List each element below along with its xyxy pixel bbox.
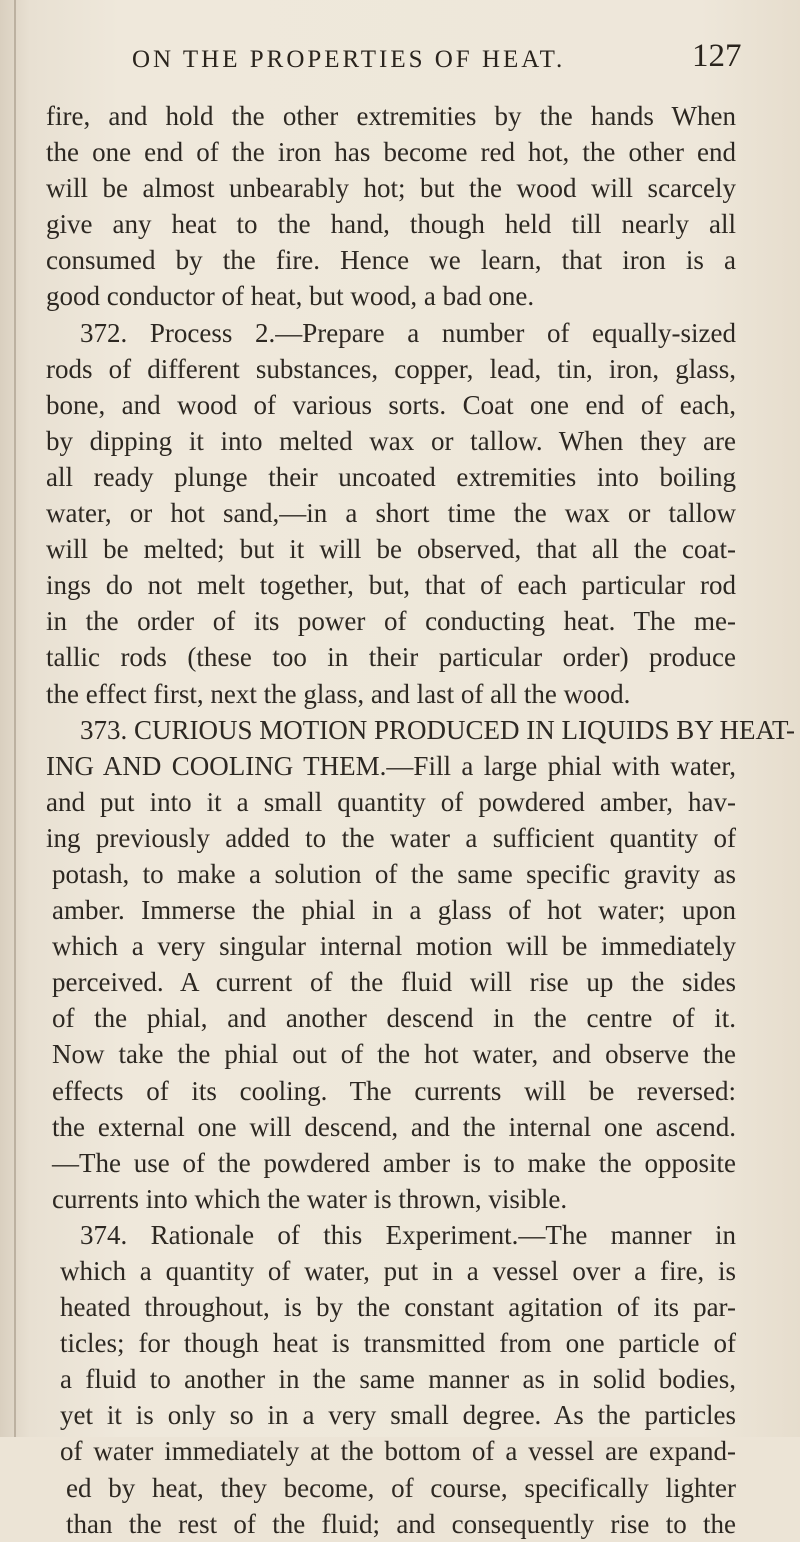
text-line: and put into it a small quantity of powdered amber, hav- bbox=[46, 786, 736, 817]
page-number: 127 bbox=[692, 38, 742, 74]
text-line: good conductor of heat, but wood, a bad one. bbox=[46, 281, 535, 312]
text-line: will be melted; but it will be observed, that all the coat- bbox=[46, 534, 736, 565]
text-line: —The use of the powdered amber is to make the opposite bbox=[52, 1147, 736, 1178]
text-line: water, or hot sand,—in a short time the wax or tallow bbox=[46, 498, 736, 529]
text-line: of the phial, and another descend in the centre of it. bbox=[52, 1003, 736, 1034]
text-line: give any heat to the hand, though held till nearly all bbox=[46, 209, 736, 240]
text-line: heated throughout, is by the constant agitation of its par- bbox=[60, 1292, 736, 1323]
text-line: in the order of its power of conducting heat. The me- bbox=[46, 606, 736, 637]
text-line: which a very singular internal motion will be immediately bbox=[52, 931, 736, 962]
text-line: effects of its cooling. The currents will be reversed: bbox=[52, 1075, 736, 1106]
text-line: all ready plunge their uncoated extremities into boiling bbox=[46, 461, 736, 492]
text-line: potash, to make a solution of the same specific gravity as bbox=[52, 858, 736, 889]
text-line: the external one will descend, and the internal one ascend. bbox=[52, 1111, 736, 1142]
text-line: the effect first, next the glass, and last of all the wood. bbox=[46, 678, 631, 709]
text-line: by dipping it into melted wax or tallow. When they are bbox=[46, 425, 736, 456]
text-line: a fluid to another in the same manner as in solid bodies, bbox=[60, 1364, 736, 1395]
text-line: ing previously added to the water a sufficient quantity of bbox=[46, 822, 736, 853]
text-line: ings do not melt together, but, that of each particular rod bbox=[46, 570, 736, 601]
text-line: which a quantity of water, put in a vessel over a fire, is bbox=[60, 1256, 736, 1286]
text-line: fire, and hold the other extremities by the hands When bbox=[46, 101, 736, 131]
text-line: rods of different substances, copper, lead, tin, iron, glass, bbox=[46, 353, 736, 384]
page-gutter-edge bbox=[14, 0, 16, 1437]
text-line: amber. Immerse the phial in a glass of hot water; upon bbox=[52, 895, 736, 926]
body-text bbox=[46, 98, 796, 1542]
text-line: Now take the phial out of the hot water, and observe the bbox=[52, 1039, 736, 1070]
text-line: ING AND COOLING THEM.—Fill a large phial with water, bbox=[46, 750, 736, 781]
text-line: ticles; for though heat is transmitted from one particle of bbox=[60, 1328, 736, 1359]
text-line: ed by heat, they become, of course, specifically lighter bbox=[66, 1472, 736, 1503]
text-line: 372. Process 2.—Prepare a number of equally-sized bbox=[80, 317, 736, 348]
section-heading-line: 373. CURIOUS MOTION PRODUCED IN LIQUIDS BY HEAT- bbox=[80, 714, 796, 745]
running-head: ON THE PROPERTIES OF HEAT. bbox=[132, 46, 566, 73]
text-line: 374. Rationale of this Experiment.—The manner in bbox=[80, 1219, 736, 1250]
text-line: of water immediately at the bottom of a vessel are expand- bbox=[60, 1436, 736, 1467]
text-line: bone, and wood of various sorts. Coat one end of each, bbox=[46, 389, 736, 420]
text-line: tallic rods (these too in their particular order) produce bbox=[46, 642, 736, 673]
text-line: the one end of the iron has become red hot, the other end bbox=[46, 137, 736, 168]
text-line: yet it is only so in a very small degree. As the particles bbox=[60, 1400, 736, 1431]
text-line: currents into which the water is thrown, visible. bbox=[52, 1183, 568, 1214]
text-line: consumed by the fire. Hence we learn, that iron is a bbox=[46, 245, 736, 276]
text-line: than the rest of the fluid; and consequently rise to the bbox=[66, 1508, 736, 1539]
text-line: will be almost unbearably hot; but the wood will scarcely bbox=[46, 173, 736, 204]
text-line: perceived. A current of the fluid will rise up the sides bbox=[52, 967, 736, 998]
